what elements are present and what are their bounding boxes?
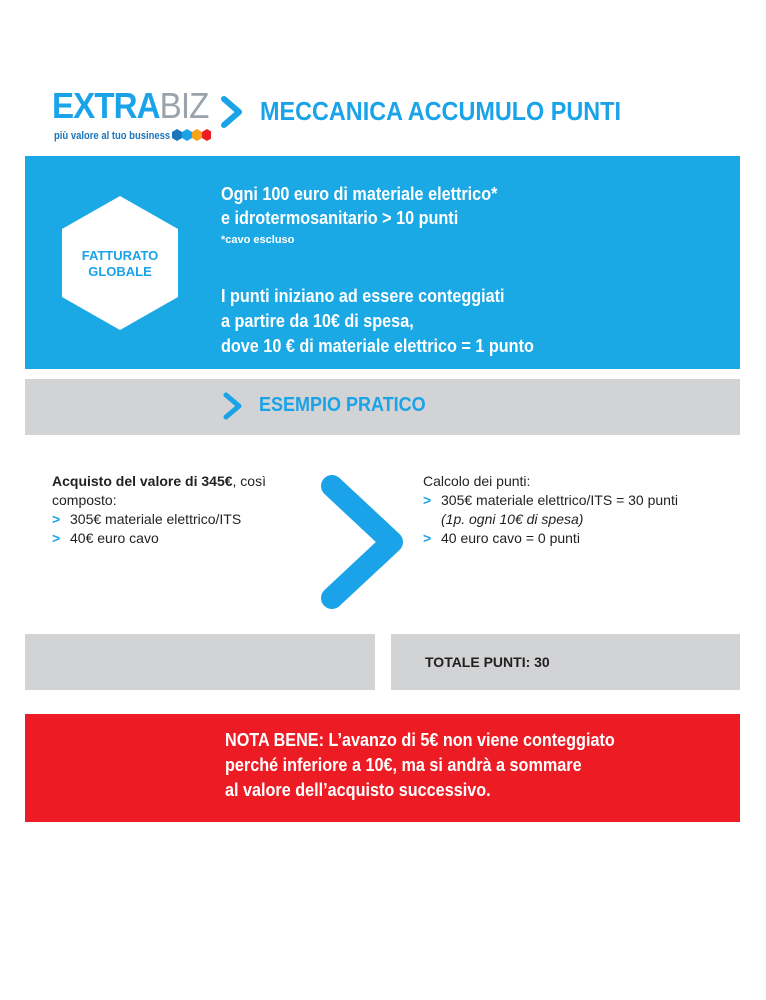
total-points: TOTALE PUNTI: 30 [425, 654, 550, 670]
note-panel [25, 714, 740, 822]
purchase-intro [52, 472, 322, 491]
empty-grey-box [25, 634, 375, 690]
list-item [52, 529, 322, 548]
global-revenue-panel [25, 156, 740, 369]
start-line-1: I punti iniziano ad essere conteggiati [221, 286, 505, 306]
list-item-text: 40€ euro cavo [70, 530, 159, 546]
bullet: > [423, 530, 432, 546]
rule-line-2: e idrotermosanitario > 10 punti [221, 208, 459, 228]
list-item-text: 305€ materiale elettrico/ITS = 30 punti [441, 492, 678, 508]
rule-note: *cavo escluso [221, 234, 295, 246]
logo-biz: BIZ [159, 85, 209, 126]
badge-line-1: FATTURATO [81, 248, 159, 263]
note-line-1: NOTA BENE: L’avanzo di 5€ non viene conteggiato [225, 730, 615, 750]
note-line-3: al valore dell’acquisto successivo. [225, 780, 491, 800]
calculation-title: Calcolo dei punti: [423, 473, 531, 489]
rule-line-1: Ogni 100 euro di materiale elettrico* [221, 184, 498, 204]
example-banner [25, 379, 740, 435]
start-line-3: dove 10 € di materiale elettrico = 1 punto [221, 336, 534, 356]
logo-extra: EXTRA [52, 85, 160, 126]
example-title: ESEMPIO PRATICO [259, 394, 426, 416]
chevron-right-icon [222, 391, 244, 421]
badge-label [60, 248, 180, 280]
bullet: > [52, 511, 61, 527]
list-item [423, 529, 743, 548]
points-calculation [423, 472, 743, 548]
chevron-right-icon [318, 472, 410, 612]
list-item [423, 491, 743, 510]
chevron-right-icon [219, 95, 245, 129]
extrabiz-logo [52, 85, 222, 150]
list-item [52, 510, 322, 529]
calculation-note: (1p. ogni 10€ di spesa) [441, 511, 584, 527]
logo-wordmark [52, 85, 209, 126]
bullet: > [423, 492, 432, 508]
page-title: MECCANICA ACCUMULO PUNTI [260, 96, 621, 126]
total-box [391, 634, 740, 690]
list-item-text: 305€ materiale elettrico/ITS [70, 511, 242, 527]
logo-hexagons-icon [171, 128, 211, 142]
purchase-description [52, 472, 322, 548]
start-line-2: a partire da 10€ di spesa, [221, 311, 414, 331]
note-line-2: perché inferiore a 10€, ma si andrà a sommare [225, 755, 582, 775]
logo-tagline: più valore al tuo business [54, 130, 171, 142]
purchase-intro-rest: , così [232, 473, 266, 489]
list-item-text: 40 euro cavo = 0 punti [441, 530, 580, 546]
purchase-intro-bold: Acquisto del valore di 345€ [52, 473, 233, 489]
bullet: > [52, 530, 61, 546]
purchase-intro-line2: composto: [52, 492, 117, 508]
badge-line-2: GLOBALE [88, 264, 152, 279]
